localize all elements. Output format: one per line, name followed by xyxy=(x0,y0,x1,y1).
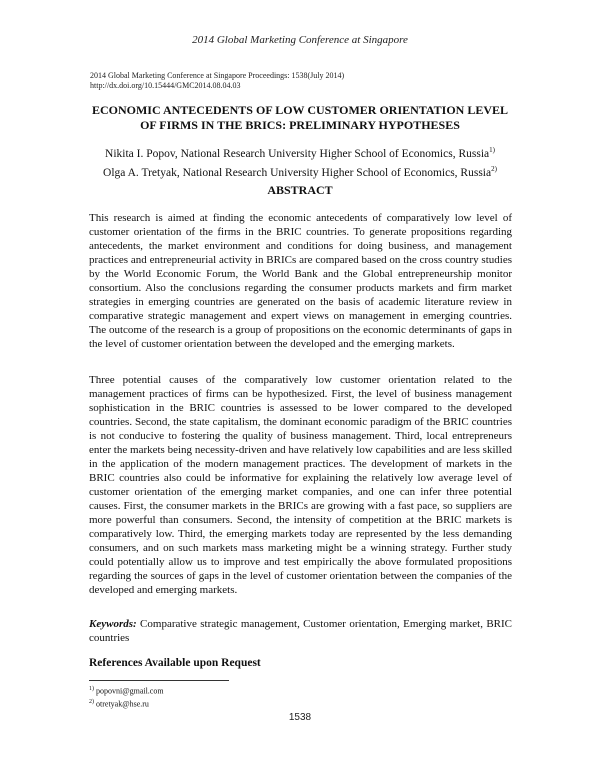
abstract-heading: ABSTRACT xyxy=(267,183,333,197)
footnote-1-mark: 1) xyxy=(89,686,94,692)
title-line-1: ECONOMIC ANTECEDENTS OF LOW CUSTOMER ORIENTATION LEVEL xyxy=(91,103,509,117)
paper-title xyxy=(80,103,520,133)
proceedings-info xyxy=(90,71,520,91)
author-list xyxy=(80,143,520,181)
footnote-1-email[interactable]: popovni@gmail.com xyxy=(94,686,164,696)
footnote-divider xyxy=(89,680,229,681)
footnote-2-mark: 2) xyxy=(89,698,94,705)
author-1-text: Nikita I. Popov, National Research University Higher School of Economics, Russia xyxy=(105,147,490,160)
references-note: References Available upon Request xyxy=(89,657,261,669)
keywords-label: Keywords: xyxy=(89,618,137,630)
footnote-2-email[interactable]: otretyak@hse.ru xyxy=(94,699,149,709)
proceedings-citation: 2014 Global Marketing Conference at Singapore Proceedings: 1538(July 2014) xyxy=(90,71,345,80)
page-number: 1538 xyxy=(288,712,312,723)
title-line-2: OF FIRMS IN THE BRICS: PRELIMINARY HYPOTHESES xyxy=(140,118,460,132)
abstract-paragraph-2: Three potential causes of the comparatively low customer orientation related to the management practices of firms can be hypothesized. First, the level of business management sophistication in the BRIC countries is assessed to be lower compared to the developed countries. Second, the state capitalism, the dominant economic paradigm of the BRIC countries is not conducive to fostering the quality of business management. Third, local entrepreneurs enter the markets being necessity-driven and have relatively low capabilities and are less skilled in the application of the modern management practices. The development of markets in the BRIC countries also could be informative for explaining the relatively low average level of customer orientation of the emerging market companies, and one can infer three potential causes. First, the consumer markets in the BRICs are growing with a fast pace, so suppliers are more powerful than consumers. Second, the intensity of competition at the BRIC markets is comparatively low. Third, the emerging markets today are represented by the less demanding consumers, and on such markets mass marketing might be a winning strategy. Further study could potentially allow us to improve and test empirically the above formulated propositions regarding the sources of gaps in the level of customer orientation between the companies of the developed and emerging markets. xyxy=(89,374,512,596)
author-1-mark: 1) xyxy=(489,146,495,154)
author-2-text: Olga A. Tretyak, National Research University Higher School of Economics, Russia xyxy=(103,166,492,179)
author-2 xyxy=(80,162,520,181)
abstract-paragraph-1: This research is aimed at finding the economic antecedents of comparatively low level of customer orientation of the firms in the BRIC countries. To generate propositions regarding antecedents, the market environment and conditions for doing business, and management practices and entrepreneurial activity in BRICs are compared based on the cross country studies by the World Economic Forum, the World Bank and the Global entrepreneurship monitor consortium. Also the conclusions regarding the consumer products markets and firm market strategies in emerging countries are generated on the basis of academic literature review in comparative strategic management and expert views on management in emerging countries. The outcome of the research is a group of propositions on the economic determinants of gaps in the level of customer orientation between the developed and the emerging markets. xyxy=(89,212,512,350)
author-2-mark: 2) xyxy=(491,164,497,173)
footnote-2 xyxy=(89,697,389,710)
doi-link[interactable]: http://dx.doi.org/10.15444/GMC2014.08.04.03 xyxy=(90,81,241,90)
footnotes xyxy=(89,684,389,709)
author-1 xyxy=(80,143,520,162)
keywords xyxy=(89,617,512,645)
keywords-text: Comparative strategic management, Customer orientation, Emerging market, BRIC countries xyxy=(89,618,512,644)
running-header: 2014 Global Marketing Conference at Singapore xyxy=(192,34,408,46)
footnote-1 xyxy=(89,684,389,697)
